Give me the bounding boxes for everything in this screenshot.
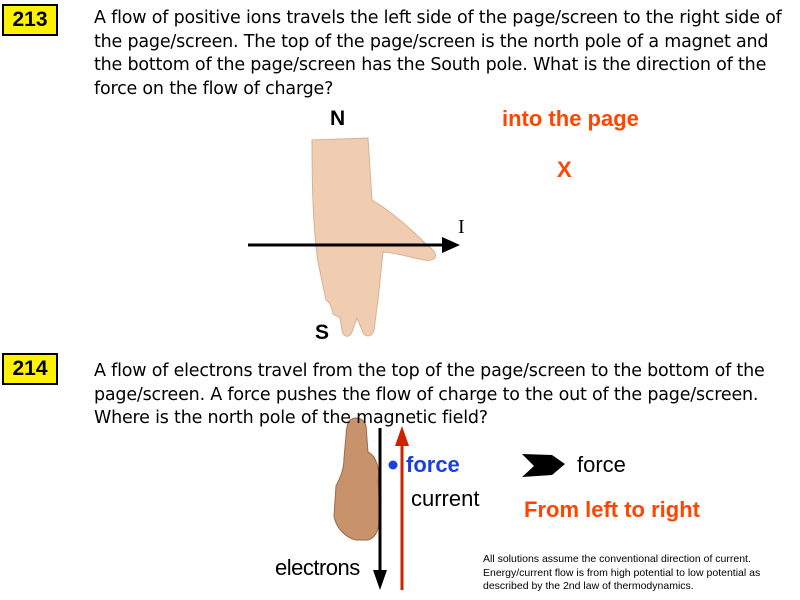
current-direction-arrow: [395, 426, 409, 590]
force-direction-arrow: [522, 454, 565, 477]
footnote: All solutions assume the conventional direction of current. Energy/current flow is from high potential to low potential as described by the 2nd law of thermodynamics.: [483, 553, 761, 592]
hand-illustration-213: [312, 138, 436, 336]
question-214-text: A flow of electrons travel from the top of the page/screen to the bottom of the page/screen. A force pushes the flow of charge to the out of the page/screen. Where is the north pole of the magnetic field?: [94, 361, 765, 428]
hand-illustration-214: [334, 418, 380, 540]
force-arrow-label: force: [577, 452, 626, 477]
south-pole-label: S: [315, 321, 330, 344]
question-213-text: A flow of positive ions travels the left side of the page/screen to the right side of the page/screen. The top of the page/screen is the north pole of a magnet and the bottom of the page/screen has the South pole. What is the direction of the force on the flow of charge?: [94, 8, 782, 99]
answer-213: into the page: [502, 106, 639, 131]
force-dot: [389, 461, 398, 470]
current-label-i: I: [458, 216, 465, 238]
force-dot-label: force: [406, 452, 460, 477]
answer-214: From left to right: [524, 497, 700, 522]
answer-213-symbol: X: [557, 157, 572, 182]
north-pole-label: N: [330, 107, 346, 130]
question-number-badge-214: 214: [2, 353, 58, 385]
current-label: current: [411, 486, 480, 511]
electrons-label: electrons: [275, 555, 360, 580]
question-number-badge-213: 213: [2, 4, 58, 36]
